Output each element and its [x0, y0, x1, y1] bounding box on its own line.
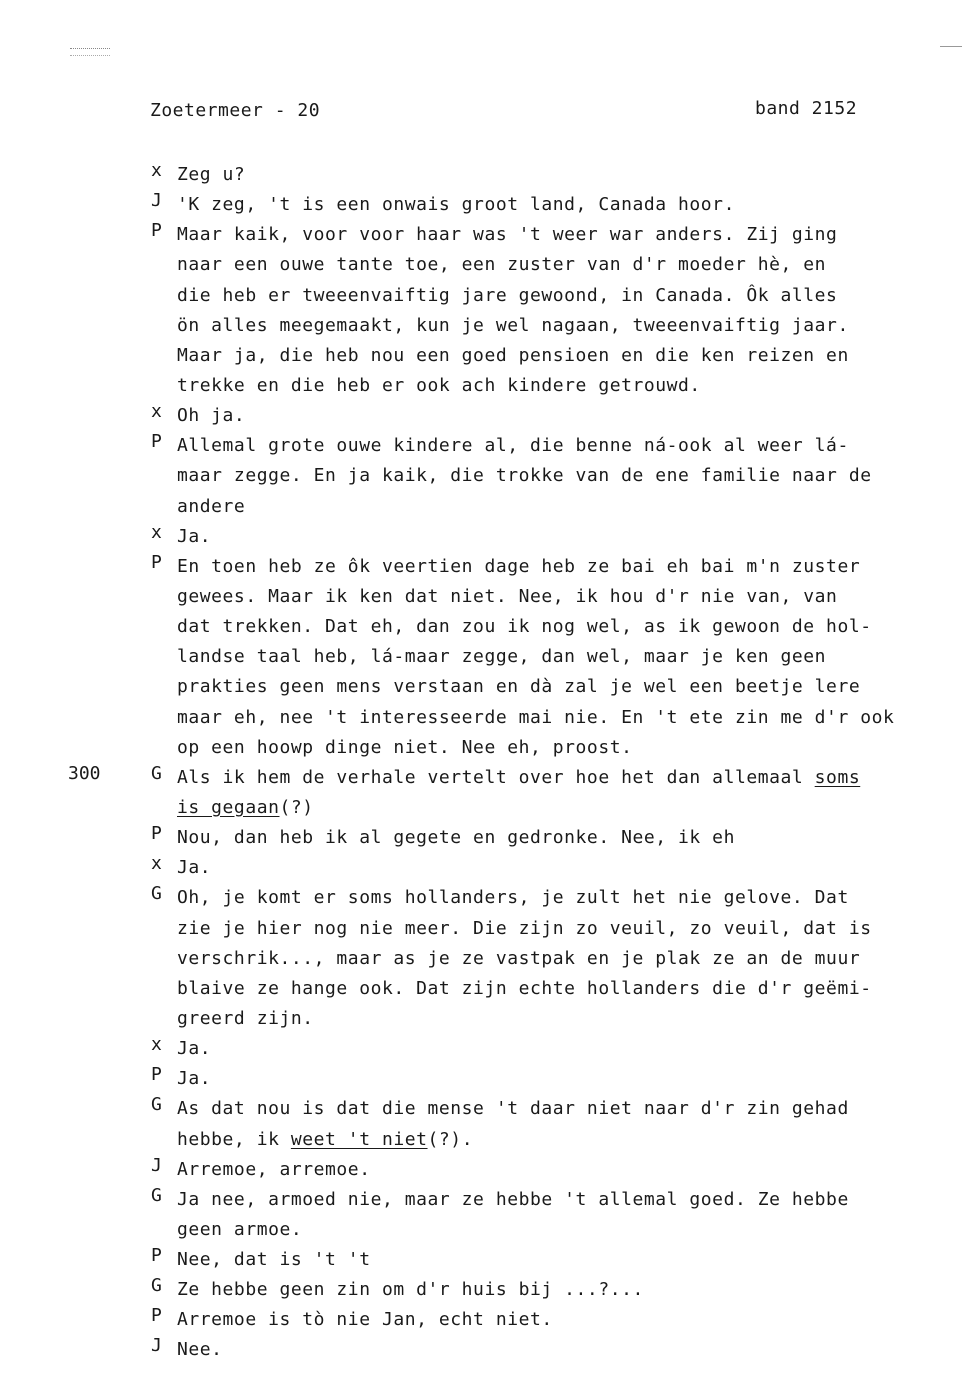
utterance-line [177, 1215, 967, 1245]
utterance-text: maar eh, nee 't interesseerde mai nie. En 't ete zin me d'r ook [177, 706, 895, 728]
utterance-text: Nee. [177, 1339, 223, 1361]
utterance-line [177, 823, 967, 853]
utterance-line [177, 1094, 967, 1124]
utterance-text: maar zegge. En ja kaik, die trokke van de ene familie naar de [177, 465, 872, 487]
utterance-text: Maar ja, die heb nou een goed pensioen en die ken reizen en [177, 344, 849, 366]
utterance-text: hebbe, ik [177, 1128, 291, 1150]
utterance-text: dat trekken. Dat eh, dan zou ik nog wel, as ik gewoon de hol- [177, 616, 872, 638]
transcript-entry [0, 431, 979, 521]
utterance-text: greerd zijn. [177, 1007, 314, 1029]
utterance-text: Oh, je komt er soms hollanders, je zult het nie gelove. Dat [177, 887, 849, 909]
utterance-line [177, 763, 967, 793]
utterance-line [177, 552, 967, 582]
utterance-text: blaive ze hange ook. Dat zijn echte hollanders die d'r geëmi- [177, 977, 872, 999]
speaker-label: J [151, 190, 162, 212]
utterance-line [177, 1245, 967, 1275]
utterance-line [177, 883, 967, 913]
utterance-line [177, 974, 967, 1004]
transcript-entry [0, 1185, 979, 1245]
speaker-label: x [151, 853, 162, 875]
header-location: Zoetermeer - 20 [150, 100, 321, 121]
utterance-line [177, 1004, 967, 1034]
speaker-label: P [151, 551, 162, 573]
utterance-text: Ja. [177, 1038, 212, 1060]
transcript-entry [0, 401, 979, 431]
utterance-text: Als ik hem de verhale vertelt over hoe het dan allemaal [177, 766, 815, 788]
utterance-line [177, 703, 967, 733]
utterance-line [177, 431, 967, 461]
transcript-entry [0, 1155, 979, 1185]
utterance-text: Maar kaik, voor voor haar was 't weer war anders. Zij ging [177, 224, 838, 246]
utterance-line [177, 461, 967, 491]
speaker-label: P [151, 1305, 162, 1327]
speaker-label: J [151, 1335, 162, 1357]
speaker-label: G [151, 1184, 162, 1206]
utterance-text: op een hoowp dinge niet. Nee eh, proost. [177, 736, 633, 758]
utterance-line [177, 341, 967, 371]
utterance-text: trekke en die heb er ook ach kindere getrouwd. [177, 374, 701, 396]
transcript-entry [0, 1094, 979, 1154]
utterance-text: Allemal grote ouwe kindere al, die benne ná-ook al weer lá- [177, 435, 849, 457]
transcript-entry [0, 1064, 979, 1094]
utterance-line [177, 642, 967, 672]
utterance-line [177, 311, 967, 341]
speaker-label: G [151, 883, 162, 905]
utterance-text: Oh ja. [177, 405, 246, 427]
underlined-text: weet 't niet [290, 1128, 428, 1150]
utterance-text: Nou, dan heb ik al gegete en gedronke. Nee, ik eh [177, 827, 735, 849]
utterance-line [177, 1185, 967, 1215]
transcript-entry [0, 220, 979, 401]
utterance-line [177, 522, 967, 552]
speaker-label: P [151, 1245, 162, 1267]
utterance-line [177, 944, 967, 974]
utterance-line [177, 1125, 967, 1155]
utterance-text: Nee, dat is 't 't [177, 1249, 371, 1271]
transcript-entry [0, 1335, 979, 1365]
transcript-entry [0, 1275, 979, 1305]
utterance-line [177, 914, 967, 944]
utterance-text: landse taal heb, lá-maar zegge, dan wel, maar je ken geen [177, 646, 827, 668]
utterance-text: ön alles meegemaakt, kun je wel nagaan, tweeenvaiftig jaar. [177, 314, 849, 336]
utterance-text: geen armoe. [177, 1218, 303, 1240]
transcript-entry [0, 190, 979, 220]
transcript-entry [0, 160, 979, 190]
utterance-line [177, 612, 967, 642]
utterance-text: die heb er tweeenvaiftig jare gewoond, in Canada. Ôk alles [177, 284, 838, 306]
utterance-text: Zeg u? [177, 164, 246, 185]
speaker-label: P [151, 823, 162, 845]
transcript-entry [0, 883, 979, 1034]
utterance-line [177, 1034, 967, 1064]
utterance-text: zie je hier nog nie meer. Die zijn zo veuil, zo veuil, dat is [177, 917, 872, 939]
transcript-entry [0, 1245, 979, 1275]
utterance-line [177, 793, 967, 823]
speaker-label: P [151, 220, 162, 242]
transcript-entry [0, 1305, 979, 1335]
utterance-text: Ja. [177, 525, 212, 547]
utterance-text: 'K zeg, 't is een onwais groot land, Canada hoor. [177, 194, 735, 216]
utterance-text: Ja nee, armoed nie, maar ze hebbe 't allemal goed. Ze hebbe [177, 1188, 849, 1210]
transcript-entry [0, 552, 979, 763]
utterance-text: Ja. [177, 1068, 212, 1090]
underlined-text: is gegaan [177, 796, 280, 818]
speaker-label: G [151, 762, 162, 784]
utterance-text: andere [177, 495, 246, 517]
utterance-text: naar een ouwe tante toe, een zuster van d'r moeder hè, en [177, 254, 827, 276]
speaker-label: J [151, 1154, 162, 1176]
utterance-text: As dat nou is dat die mense 't daar niet naar d'r zin gehad [177, 1098, 849, 1120]
utterance-line [177, 853, 967, 883]
speaker-label: x [151, 1034, 162, 1056]
utterance-line [177, 1155, 967, 1185]
transcript-entry [0, 823, 979, 853]
transcript-entry [0, 763, 979, 823]
speaker-label: x [151, 160, 162, 181]
line-number: 300 [68, 762, 101, 784]
utterance-text: (?) [279, 796, 314, 818]
scan-mark-left [70, 48, 110, 56]
speaker-label: P [151, 431, 162, 453]
speaker-label: x [151, 401, 162, 423]
utterance-line [177, 672, 967, 702]
utterance-line [177, 733, 967, 763]
transcript-body [0, 160, 979, 1366]
utterance-line [177, 582, 967, 612]
speaker-label: x [151, 521, 162, 543]
utterance-line [177, 190, 967, 220]
utterance-line [177, 1335, 967, 1365]
utterance-line [177, 220, 967, 250]
transcript-entry [0, 853, 979, 883]
utterance-text: verschrik..., maar as je ze vastpak en je plak ze an de muur [177, 947, 861, 969]
utterance-text: (?). [427, 1128, 474, 1150]
utterance-text: Ja. [177, 857, 212, 879]
utterance-text: Arremoe, arremoe. [177, 1158, 371, 1180]
utterance-text: Ze hebbe geen zin om d'r huis bij ...?... [177, 1279, 644, 1301]
utterance-line [177, 250, 967, 280]
utterance-line [177, 1275, 967, 1305]
speaker-label: G [151, 1094, 162, 1116]
utterance-line [177, 401, 967, 431]
utterance-line [177, 492, 967, 522]
utterance-line [177, 281, 967, 311]
transcript-entry [0, 1034, 979, 1064]
utterance-text: prakties geen mens verstaan en dà zal je wel een beetje lere [177, 676, 861, 698]
utterance-line [177, 1305, 967, 1335]
transcript-entry [0, 522, 979, 552]
speaker-label: P [151, 1064, 162, 1086]
utterance-text: Arremoe is tò nie Jan, echt niet. [177, 1309, 553, 1331]
scan-mark-right [940, 46, 962, 47]
underlined-text: soms [814, 766, 861, 788]
utterance-line [177, 160, 967, 190]
utterance-text: En toen heb ze ôk veertien dage heb ze bai eh bai m'n zuster [177, 555, 861, 577]
utterance-text: gewees. Maar ik ken dat niet. Nee, ik hou d'r nie van, van [177, 585, 838, 607]
utterance-line [177, 1064, 967, 1094]
header-tape-number: band 2152 [755, 98, 858, 119]
speaker-label: G [151, 1275, 162, 1297]
utterance-line [177, 371, 967, 401]
